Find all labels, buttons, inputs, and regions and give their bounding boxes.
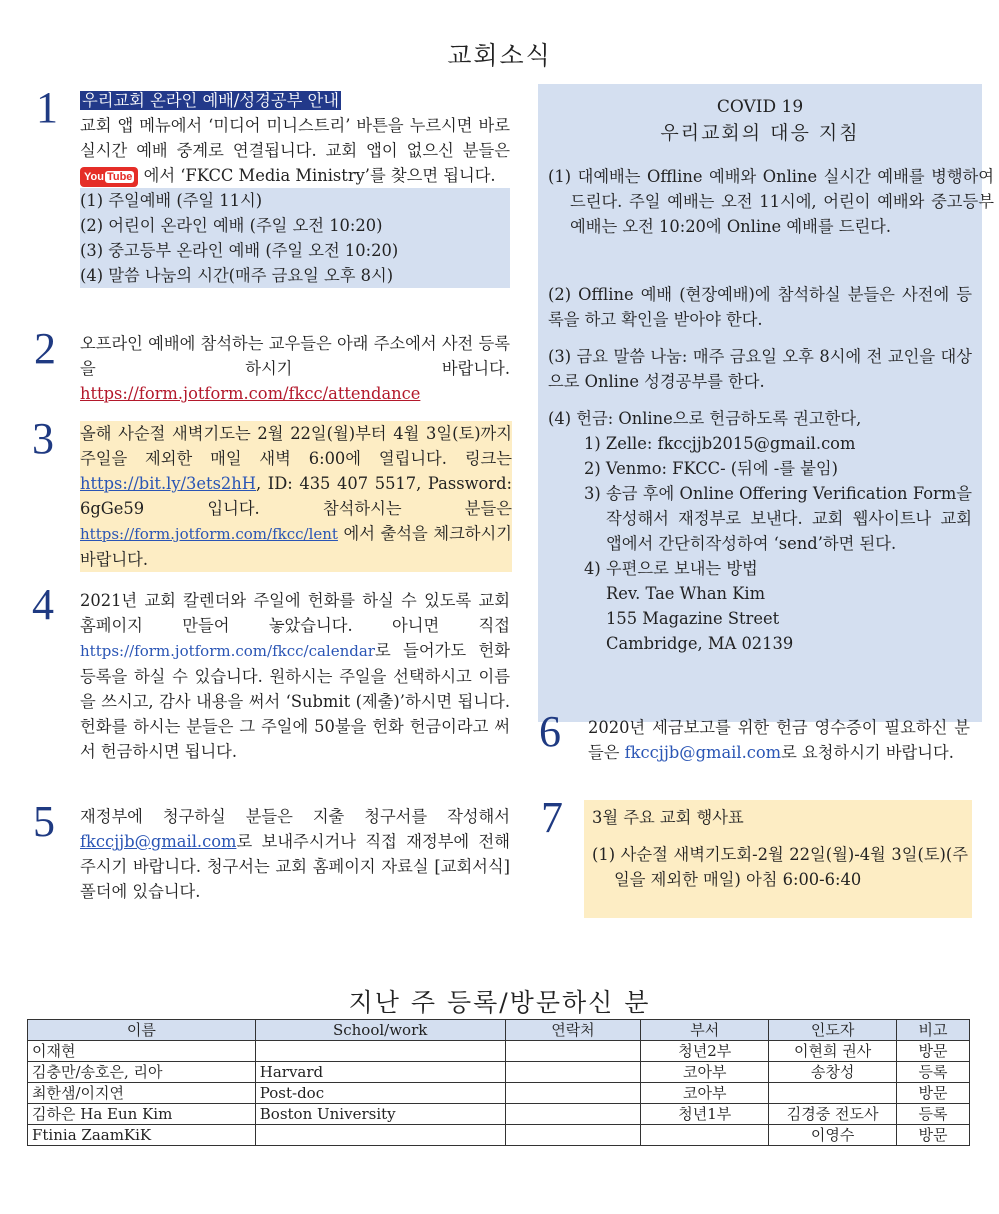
item-6-text-b: 로 요청하시기 바랍니다.	[781, 743, 954, 762]
mailing-address-line: Rev. Tae Whan Kim	[606, 584, 766, 603]
name-cell: 최한샘/이지연	[28, 1083, 256, 1104]
registration-table	[27, 1019, 970, 1146]
department-cell: 코아부	[641, 1062, 769, 1083]
mailing-address-line: Cambridge, MA 02139	[606, 634, 794, 653]
note-cell: 방문	[897, 1125, 970, 1146]
item-4-text-b: 로 들어가도 헌화 등록을 하실 수 있습니다. 원하시는 주일을 선택하시고 이름을 쓰시고, 감사 내용을 써서 ‘Submit (제출)’하시면 됩니다. 헌화를 하시는 분들은 그 주일에 50불을 헌화 헌금이라고 써서 헌금하시면 됩니다.	[80, 641, 510, 761]
school-cell: Harvard	[255, 1062, 505, 1083]
column-header: 부서	[641, 1020, 769, 1041]
item-7-block	[592, 805, 968, 892]
attendance-link[interactable]: https://form.jotform.com/fkcc/attendance	[80, 384, 421, 403]
covid-guideline-3: (3) 금요 말씀 나눔: 매주 금요일 오후 8시에 전 교인을 대상으로 Online 성경공부를 한다.	[548, 347, 972, 391]
lent-form-link[interactable]: https://form.jotform.com/fkcc/lent	[80, 525, 338, 543]
offering-heading: (4) 헌금: Online으로 헌금하도록 권고한다,	[548, 409, 862, 428]
department-cell: 청년2부	[641, 1041, 769, 1062]
table-header-row	[28, 1020, 970, 1041]
item-number-3: 3	[32, 414, 54, 463]
covid-guideline-1: (1) 대예배는 Offline 예배와 Online 실시간 예배를 병행하여 드린다. 주일 예배는 오전 11시에, 어린이 예배와 중고등부 예배는 오전 10:20에 Online 예배를 드린다.	[548, 167, 994, 236]
item-5-text-b: 로 보내주시거나 직접 재정부에 전해 주시기 바랍니다. 청구서는 교회 홈페이지 자료실 [교회서식] 폴더에 있습니다.	[80, 832, 510, 901]
name-cell: 이재현	[28, 1041, 256, 1062]
item-number-2: 2	[34, 324, 56, 373]
column-header: 인도자	[769, 1020, 897, 1041]
column-header: School/work	[255, 1020, 505, 1041]
item-1-title: 우리교회 온라인 예배/성경공부 안내	[82, 91, 339, 110]
service-list-item: (4) 말씀 나눔의 시간(매주 금요일 오후 8시)	[80, 266, 394, 285]
item-2-text: 오프라인 예배에 참석하는 교우들은 아래 주소에서 사전 등록을 하시기 바랍니다.	[80, 334, 510, 378]
page-title: 교회소식	[447, 41, 552, 70]
item-6-text-a: 2020년 세금보고를 위한 헌금 영수증이 필요하신 분들은	[588, 718, 970, 762]
guide-cell	[769, 1083, 897, 1104]
school-cell	[255, 1041, 505, 1062]
column-header: 비고	[897, 1020, 970, 1041]
note-cell: 등록	[897, 1104, 970, 1125]
contact-cell	[505, 1041, 641, 1062]
department-cell	[641, 1125, 769, 1146]
item-number-4: 4	[32, 580, 54, 629]
calendar-link[interactable]: https://form.jotform.com/fkcc/calendar	[80, 642, 375, 660]
service-list-item: (1) 주일예배 (주일 11시)	[80, 191, 263, 210]
service-list	[80, 188, 510, 288]
item-3-block	[80, 421, 512, 572]
item-6-block	[588, 715, 970, 765]
item-3-text-c: 에서 출석을 체크하시기 바랍니다.	[80, 524, 512, 569]
covid-guidelines-box	[538, 84, 994, 722]
item-number-5: 5	[33, 797, 55, 846]
column-header: 연락처	[505, 1020, 641, 1041]
youtube-logo[interactable]: You Tube	[80, 167, 138, 187]
department-cell: 청년1부	[641, 1104, 769, 1125]
covid-guideline-2: (2) Offline 예배 (현장예배)에 참석하실 분들은 사전에 등록을 하고 확인을 받아야 한다.	[548, 285, 972, 329]
item-3-text-a: 올해 사순절 새벽기도는 2월 22일(월)부터 4월 3일(토)까지 주일을 제외한 매일 새벽 6:00에 열립니다. 링크는	[80, 424, 512, 468]
item-number-1: 1	[36, 83, 58, 132]
school-cell: Boston University	[255, 1104, 505, 1125]
contact-cell	[505, 1104, 641, 1125]
note-cell: 방문	[897, 1041, 970, 1062]
column-header: 이름	[28, 1020, 256, 1041]
item-5-text-a: 재정부에 청구하실 분들은 지출 청구서를 작성해서	[80, 807, 510, 826]
guide-cell: 김경중 전도사	[769, 1104, 897, 1125]
offering-method: 2) Venmo: FKCC- (뒤에 -를 붙임)	[584, 459, 838, 478]
receipt-email[interactable]: fkccjjb@gmail.com	[624, 743, 782, 762]
item-4-block	[80, 588, 510, 764]
note-cell: 방문	[897, 1083, 970, 1104]
note-cell: 등록	[897, 1062, 970, 1083]
contact-cell	[505, 1062, 641, 1083]
table-row	[28, 1083, 970, 1104]
covid-heading: COVID 19	[716, 97, 804, 117]
item-1-block	[80, 88, 510, 288]
zoom-link[interactable]: https://bit.ly/3ets2hH	[80, 474, 256, 493]
item-4-text-a: 2021년 교회 칼렌더와 주일에 헌화를 하실 수 있도록 교회 홈페이지 만들어 놓았습니다. 아니면 직접	[80, 591, 510, 635]
offering-method: 3) 송금 후에 Online Offering Verification Form을 작성해서 재정부로 보낸다. 교회 웹사이트나 교회 앱에서 간단히작성하여 ‘send’하면 된다.	[584, 484, 972, 553]
mailing-address-line: 155 Magazine Street	[606, 609, 780, 628]
events-line: (1) 사순절 새벽기도회-2월 22일(월)-4월 3일(토)(주일을 제외한 매일) 아침 6:00-6:40	[592, 845, 968, 889]
table-row	[28, 1062, 970, 1083]
table-row	[28, 1041, 970, 1062]
item-1-text-b: 에서 ‘FKCC Media Ministry’를 찾으면 됩니다.	[143, 166, 496, 185]
registration-title: 지난 주 등록/방문하신 분	[348, 988, 651, 1017]
school-cell	[255, 1125, 505, 1146]
guide-cell: 송창성	[769, 1062, 897, 1083]
table-row	[28, 1125, 970, 1146]
contact-cell	[505, 1125, 641, 1146]
name-cell: 김충만/송호은, 리아	[28, 1062, 256, 1083]
contact-cell	[505, 1083, 641, 1104]
table-row	[28, 1104, 970, 1125]
covid-guideline-4	[548, 406, 972, 656]
item-number-7: 7	[541, 793, 563, 842]
item-2-block	[80, 331, 510, 406]
service-list-item: (3) 중고등부 온라인 예배 (주일 오전 10:20)	[80, 241, 399, 260]
name-cell: 김하은 Ha Eun Kim	[28, 1104, 256, 1125]
item-3-text-b: , ID: 435 407 5517, Password: 6gGe59 입니다. 참석하시는 분들은	[80, 474, 512, 518]
finance-email-link[interactable]: fkccjjb@gmail.com	[80, 832, 237, 851]
guide-cell: 이영수	[769, 1125, 897, 1146]
service-list-item: (2) 어린이 온라인 예배 (주일 오전 10:20)	[80, 216, 383, 235]
offering-method: 1) Zelle: fkccjjb2015@gmail.com	[584, 434, 856, 453]
guide-cell: 이현희 권사	[769, 1041, 897, 1062]
item-number-6: 6	[539, 707, 561, 756]
events-title: 3월 주요 교회 행사표	[592, 808, 744, 827]
department-cell: 코아부	[641, 1083, 769, 1104]
name-cell: Ftinia ZaamKiK	[28, 1125, 256, 1146]
school-cell: Post-doc	[255, 1083, 505, 1104]
covid-subheading: 우리교회의 대응 지침	[660, 122, 860, 144]
item-5-block	[80, 804, 510, 904]
item-1-text-a: 교회 앱 메뉴에서 ‘미디어 미니스트리’ 바튼을 누르시면 바로 실시간 예배 중계로 연결됩니다. 교회 앱이 없으신 분들은	[80, 116, 510, 160]
offering-method: 4) 우편으로 보내는 방법	[584, 559, 758, 578]
